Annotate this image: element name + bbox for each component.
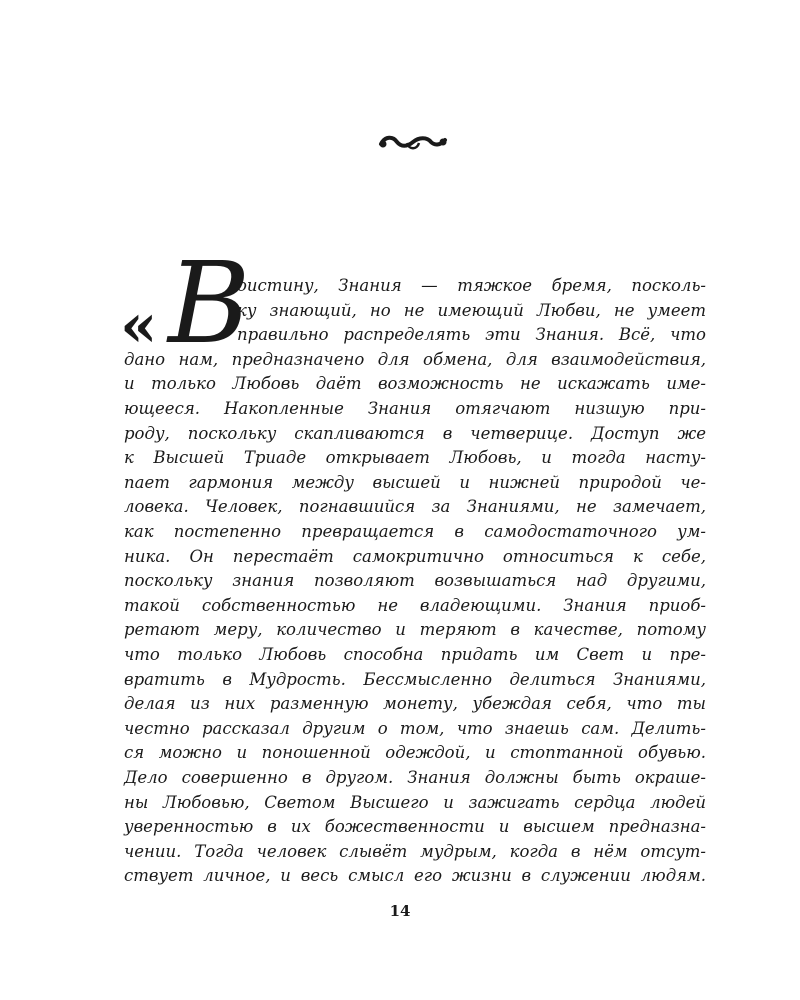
text-line: роду, поскольку скапливаются в четверице. Доступ же: [124, 423, 706, 443]
page-number: 14: [389, 902, 411, 920]
text-line: ствует личное, и весь смысл его жизни в служении людям.: [124, 866, 706, 886]
text-line: к Высшей Триаде открывает Любовь, и тогда насту-: [124, 448, 706, 468]
text-line: ку знающий, но не имеющий Любви, не умеет: [237, 300, 706, 320]
text-line: оистину, Знания — тяжкое бремя, посколь-: [237, 276, 706, 295]
text-line: ся можно и поношенной одеждой, и стоптанной обувью.: [124, 743, 706, 763]
text-line: честно рассказал другим о том, что знаешь сам. Делить-: [124, 718, 706, 738]
text-line: уверенностью в их божественности и высшем предназна-: [124, 817, 706, 837]
text-line: ющееся. Накопленные Знания отягчают низшую при-: [124, 399, 706, 418]
text-line: Дело совершенно в другом. Знания должны быть окраше-: [124, 768, 706, 787]
text-line: что только Любовь способна придать им Свет и пре-: [124, 645, 706, 664]
text-line: пает гармония между высшей и нижней природой че-: [124, 472, 706, 492]
text-line: чении. Тогда человек слывёт мудрым, когда в нём отсут-: [124, 841, 706, 861]
text-line: ны Любовью, Светом Высшего и зажигать сердца людей: [124, 792, 706, 812]
text-line: ловека. Человек, погнавшийся за Знаниями, не замечает,: [124, 497, 706, 517]
text-line: делая из них разменную монету, убеждая себя, что ты: [124, 694, 706, 714]
text-line: такой собственностью не владеющими. Знания приоб-: [124, 595, 706, 615]
opening-quote-mark: «: [120, 291, 158, 361]
drop-cap-letter: В: [168, 239, 251, 369]
text-line: как постепенно превращается в самодостаточного ум-: [124, 522, 706, 541]
flourish-ornament-icon: [377, 130, 449, 154]
text-line: вратить в Мудрость. Бессмысленно делиться Знаниями,: [124, 669, 706, 689]
text-line: ретают меру, количество и теряют в качестве, потому: [124, 620, 706, 640]
text-line: и только Любовь даёт возможность не искажать име-: [124, 374, 706, 394]
text-line: правильно распределять эти Знания. Всё, что: [237, 325, 706, 345]
text-line: поскольку знания позволяют возвышаться над другими,: [124, 571, 706, 591]
text-line: ника. Он перестаёт самокритично относиться к себе,: [124, 546, 706, 566]
text-line: дано нам, предназначено для обмена, для взаимодействия,: [124, 349, 706, 369]
